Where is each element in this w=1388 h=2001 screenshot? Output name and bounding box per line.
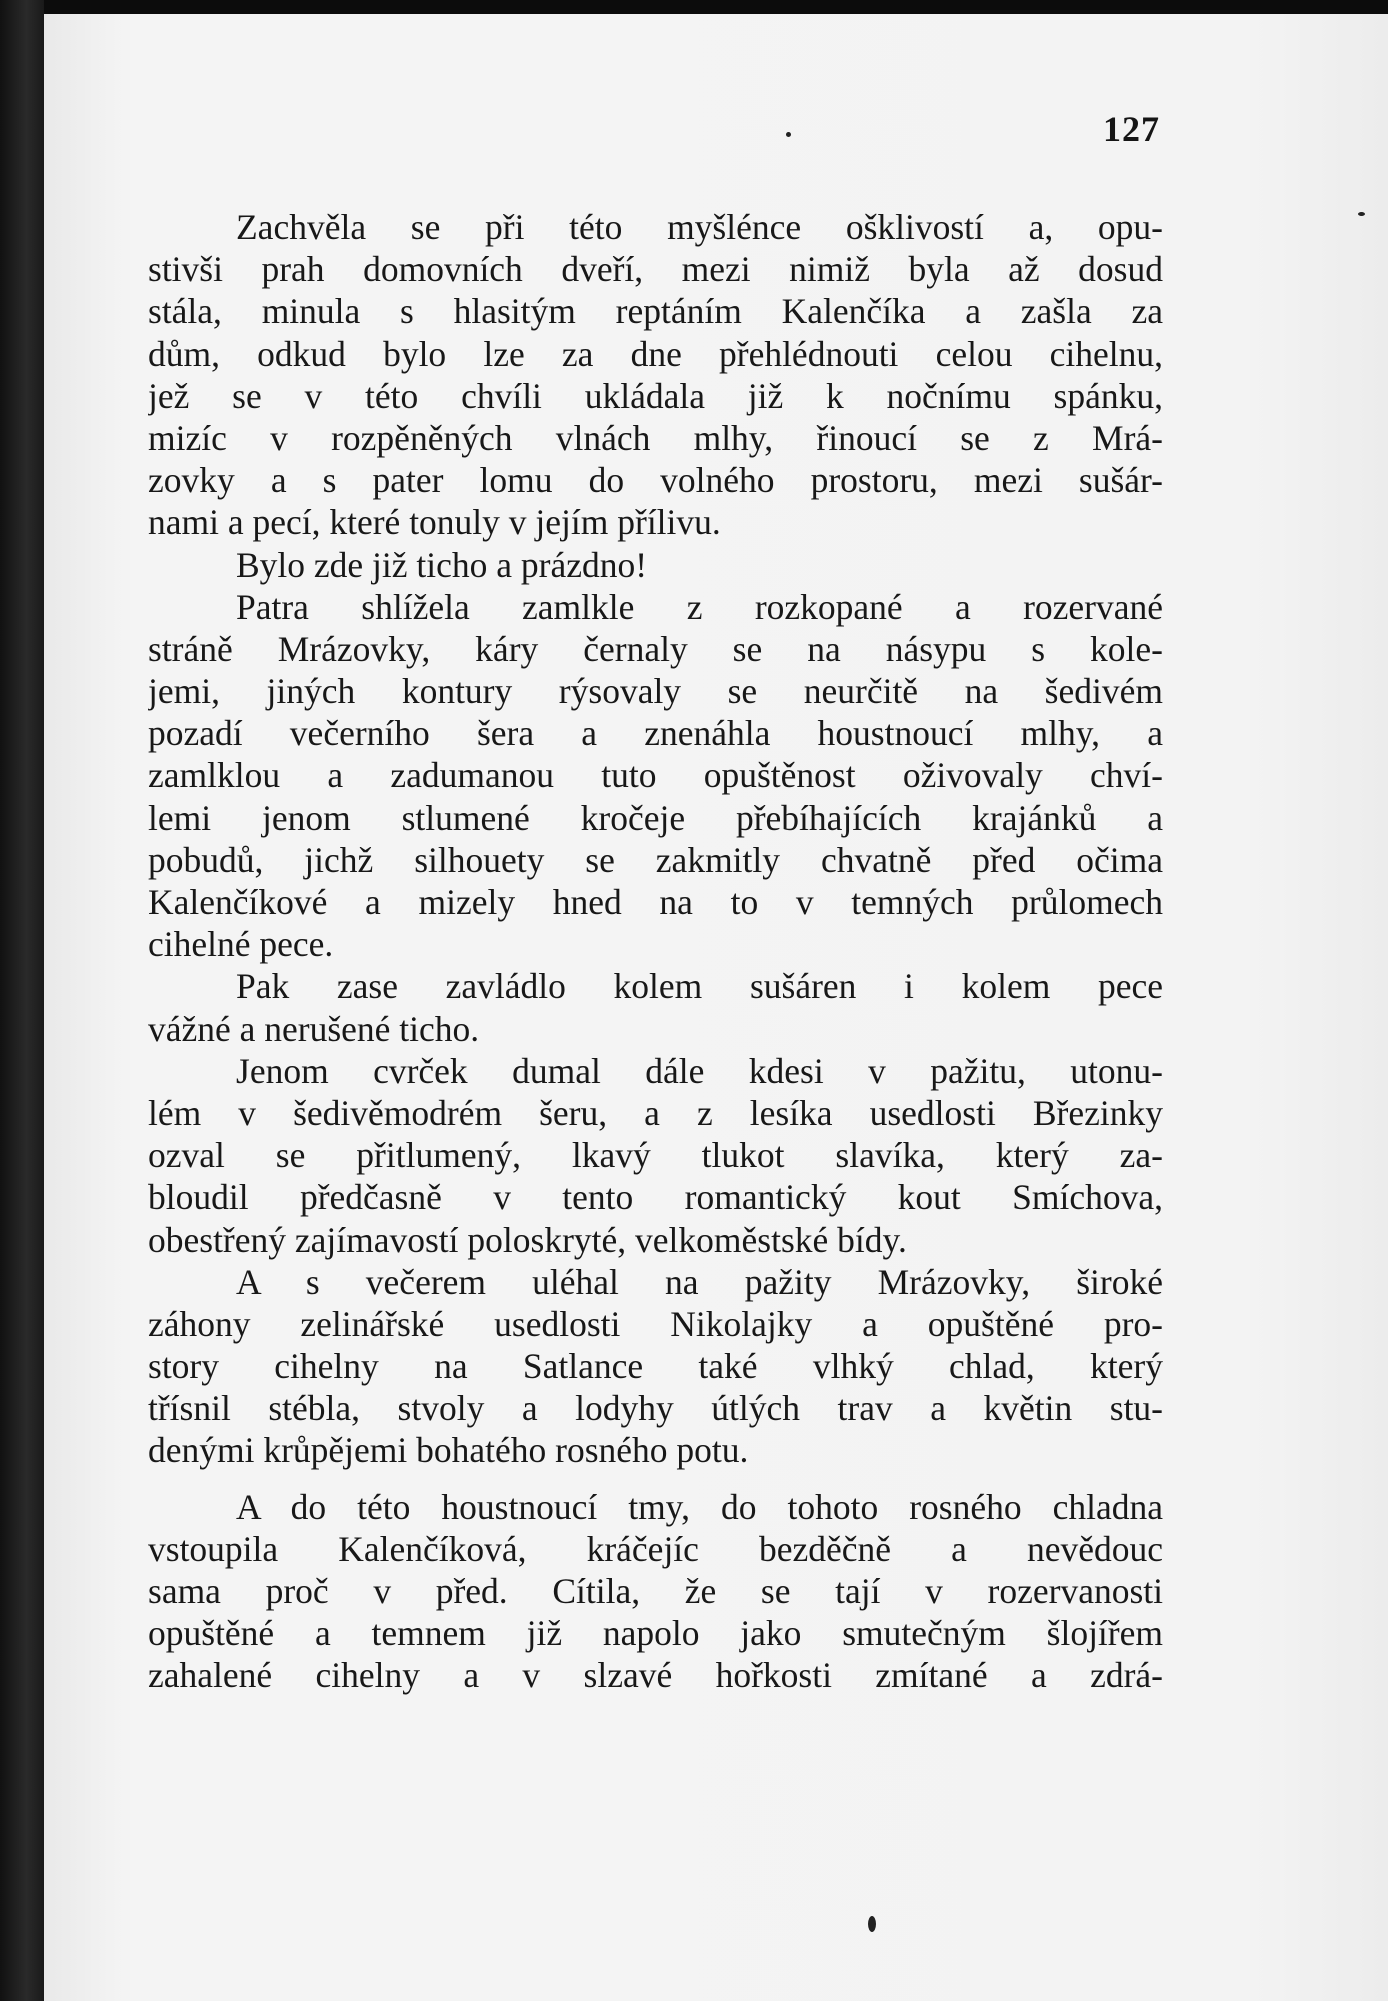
text-line: nami a pecí, které tonuly v jejím přílivu. [148, 502, 721, 543]
text-line: Jenom cvrček dumal dále kdesi v pažitu, utonu- [236, 1050, 1163, 1091]
text-line: ozval se přitlumený, lkavý tlukot slavíka, který za- [148, 1135, 1163, 1176]
text-line: story cihelny na Satlance také vlhký chlad, který [148, 1346, 1163, 1387]
text-line: zovky a s pater lomu do volného prostoru, mezi sušár- [148, 460, 1163, 501]
text-line: bloudil předčasně v tento romantický kout Smíchova, [148, 1177, 1163, 1218]
text-line: Zachvěla se při této myšlénce ošklivostí a, opu- [236, 207, 1163, 247]
text-line: A do této houstnoucí tmy, do tohoto rosného chladna [236, 1486, 1163, 1527]
text-line: Bylo zde již ticho a prázdno! [236, 544, 648, 585]
text-line: jež se v této chvíli ukládala již k nočnímu spánku, [148, 375, 1163, 416]
text-line: stála, minula s hlasitým reptáním Kalenčíka a zašla za [148, 291, 1163, 332]
text-line: A s večerem uléhal na pažity Mrázovky, široké [236, 1261, 1163, 1302]
text-line: pozadí večerního šera a znenáhla houstnoucí mlhy, a [148, 713, 1163, 754]
page-number: 127 [1103, 109, 1160, 149]
text-line: záhony zelinářské usedlosti Nikolajky a opuštěné pro- [148, 1303, 1163, 1344]
text-line: Patra shlížela zamlkle z rozkopané a rozervané [236, 586, 1163, 627]
text-line: zahalené cihelny a v slzavé hořkosti zmítané a zdrá- [148, 1655, 1163, 1696]
text-line: vstoupila Kalenčíková, kráčejíc bezděčně a nevědouc [148, 1528, 1163, 1569]
text-line: pobudů, jichž silhouety se zakmitly chvatně před očima [148, 839, 1163, 880]
text-line: mizíc v rozpěněných vlnách mlhy, řinoucí se z Mrá- [148, 417, 1163, 458]
text-line: sama proč v před. Cítila, že se tají v rozervanosti [148, 1571, 1163, 1611]
text-line: Pak zase zavládlo kolem sušáren i kolem pece [236, 966, 1163, 1007]
ink-speck [868, 1916, 876, 1932]
ink-speck [1358, 212, 1365, 216]
text-line: obestřený zajímavostí poloskryté, velkoměstské bídy. [148, 1219, 907, 1260]
text-line: jemi, jiných kontury rýsovaly se neurčitě na šedivém [148, 671, 1163, 712]
body-text [148, 206, 1163, 1697]
text-line: dům, odkud bylo lze za dne přehlédnouti celou cihelnu, [148, 333, 1163, 374]
text-line: vážné a nerušené ticho. [148, 1008, 480, 1049]
text-line: zamlklou a zadumanou tuto opuštěnost oživovaly chví- [148, 755, 1163, 796]
page-binding-edge [0, 0, 44, 2001]
text-line: lemi jenom stlumené kročeje přebíhajících krajánků a [148, 797, 1163, 838]
text-line: cihelné pece. [148, 924, 334, 965]
text-line: třísnil stébla, stvoly a lodyhy útlých trav a květin stu- [148, 1388, 1163, 1429]
text-line: denými krůpějemi bohatého rosného potu. [148, 1430, 749, 1471]
text-line: stráně Mrázovky, káry černaly se na násypu s kole- [148, 628, 1163, 669]
text-line: Kalenčíkové a mizely hned na to v temných průlomech [148, 882, 1163, 922]
text-line: opuštěné a temnem již napolo jako smutečným šlojířem [148, 1613, 1163, 1654]
text-line: stivši prah domovních dveří, mezi nimiž byla až dosud [148, 249, 1163, 290]
text-line: lém v šedivěmodrém šeru, a z lesíka usedlosti Březinky [148, 1092, 1163, 1133]
paragraph-gap [148, 1472, 1163, 1486]
ink-speck [786, 132, 791, 137]
